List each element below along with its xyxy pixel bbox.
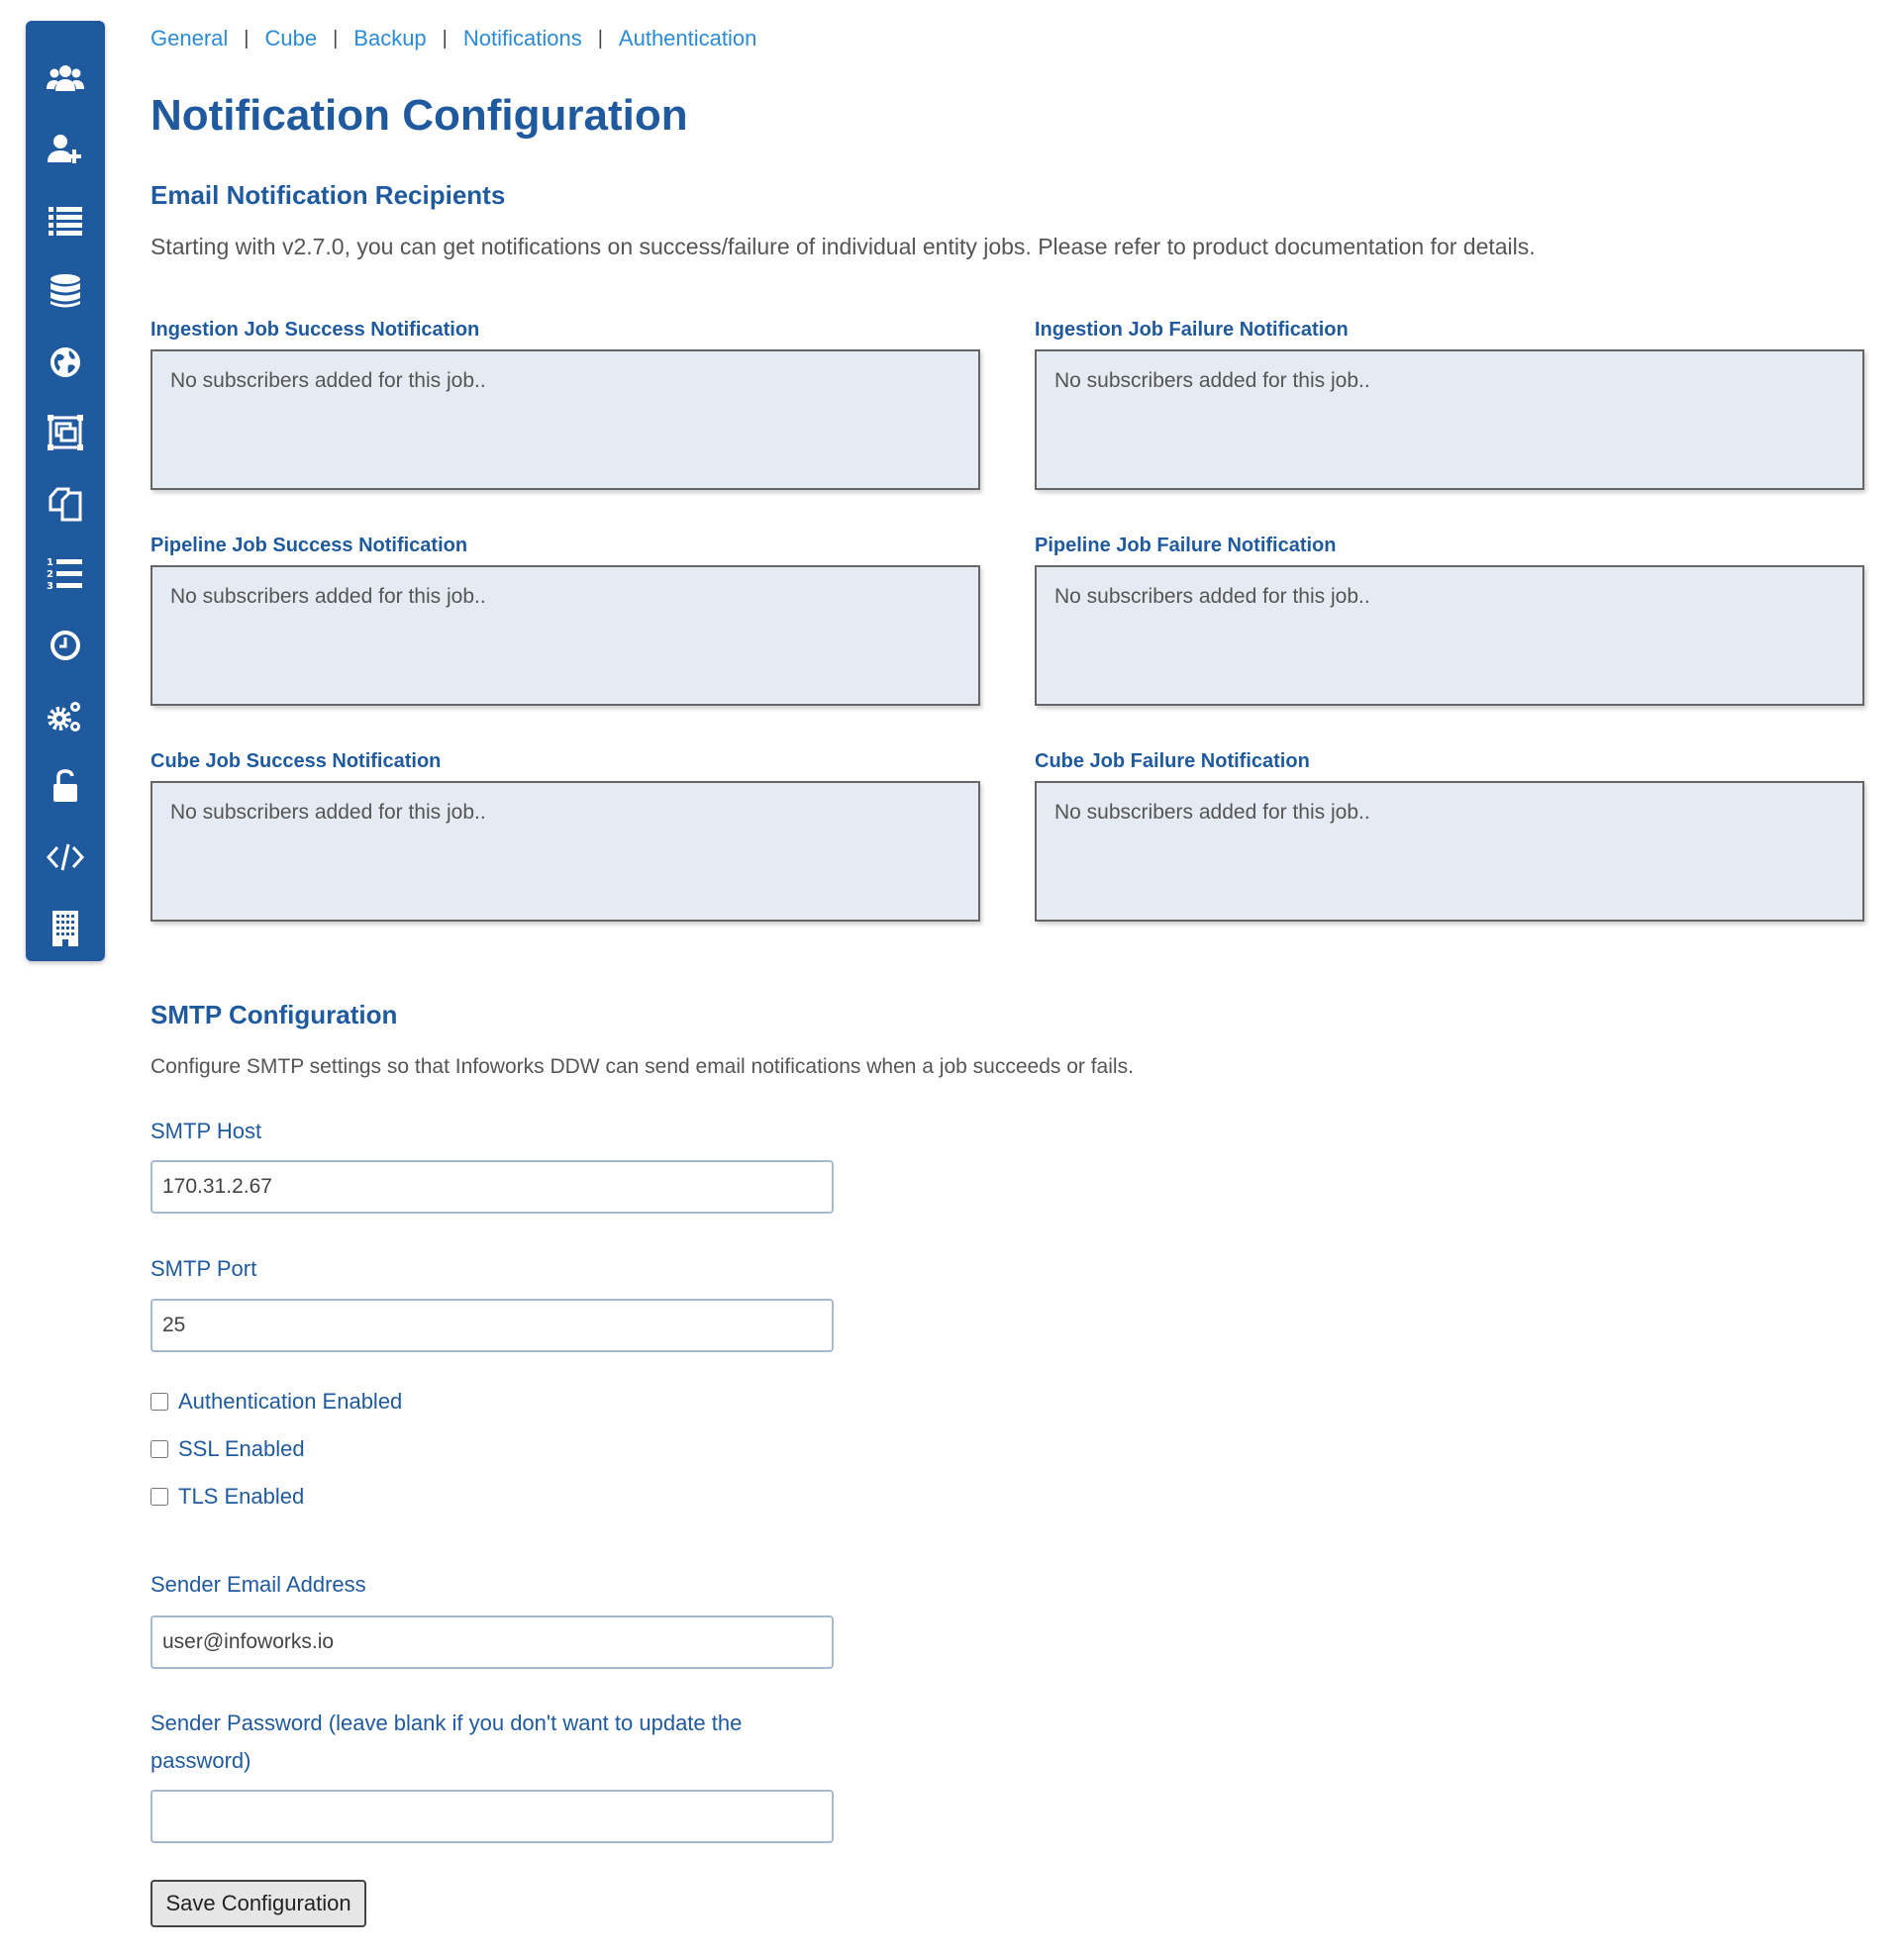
pipeline-success-label: Pipeline Job Success Notification xyxy=(150,535,468,556)
sender-email-label: Sender Email Address xyxy=(150,1572,366,1597)
ingestion-failure-label: Ingestion Job Failure Notification xyxy=(1035,319,1349,341)
cube-failure-subscribers[interactable]: No subscribers added for this job.. xyxy=(1035,781,1864,922)
unlock-icon xyxy=(45,766,86,808)
svg-text:1: 1 xyxy=(47,557,53,568)
tls-enabled-checkbox[interactable] xyxy=(150,1488,168,1506)
ingestion-success-label: Ingestion Job Success Notification xyxy=(150,319,480,341)
database-icon xyxy=(45,270,86,312)
list-icon xyxy=(45,199,86,241)
sender-password-input[interactable] xyxy=(150,1790,834,1843)
tab-separator: | xyxy=(333,27,339,49)
code-icon xyxy=(45,836,86,878)
ssl-enabled-label: SSL Enabled xyxy=(178,1436,305,1461)
sidebar-item-building[interactable] xyxy=(26,904,105,953)
tls-enabled-label: TLS Enabled xyxy=(178,1484,305,1509)
sidebar-item-list[interactable] xyxy=(26,195,105,244)
pipeline-failure-label: Pipeline Job Failure Notification xyxy=(1035,535,1337,556)
sidebar-item-code[interactable] xyxy=(26,832,105,882)
smtp-port-label: SMTP Port xyxy=(150,1256,257,1281)
email-section-description: Starting with v2.7.0, you can get notifications on success/failure of individual entity jobs. Please refer to product documentation for details. xyxy=(150,234,1536,259)
sidebar-item-settings[interactable] xyxy=(26,691,105,740)
gears-icon xyxy=(45,695,86,736)
cube-success-subscribers[interactable]: No subscribers added for this job.. xyxy=(150,781,980,922)
add-user-icon xyxy=(45,129,86,170)
sidebar-item-add-user[interactable] xyxy=(26,125,105,174)
copy-icon xyxy=(45,483,86,525)
tab-separator: | xyxy=(442,27,448,49)
tab-authentication[interactable]: Authentication xyxy=(618,26,757,50)
sidebar-item-security[interactable] xyxy=(26,762,105,812)
smtp-host-input[interactable] xyxy=(150,1160,834,1214)
sidebar-item-clock[interactable] xyxy=(26,621,105,670)
tab-general[interactable]: General xyxy=(150,26,229,50)
sidebar-item-frame[interactable] xyxy=(26,408,105,457)
pipeline-success-subscribers[interactable]: No subscribers added for this job.. xyxy=(150,565,980,706)
save-configuration-button[interactable]: Save Configuration xyxy=(150,1880,366,1927)
sender-email-input[interactable] xyxy=(150,1615,834,1669)
sender-password-label-cont: password) xyxy=(150,1748,251,1773)
clock-icon xyxy=(45,625,86,666)
cube-success-label: Cube Job Success Notification xyxy=(150,750,442,772)
sidebar-item-numbered-list[interactable] xyxy=(26,549,105,599)
ssl-enabled-row xyxy=(150,1436,305,1462)
svg-text:2: 2 xyxy=(47,569,53,580)
email-section-title: Email Notification Recipients xyxy=(150,180,506,210)
ingestion-success-subscribers[interactable]: No subscribers added for this job.. xyxy=(150,349,980,490)
globe-icon xyxy=(45,342,86,383)
authentication-enabled-row xyxy=(150,1389,402,1415)
sender-password-label: Sender Password (leave blank if you don't want to update the xyxy=(150,1711,743,1735)
smtp-host-label: SMTP Host xyxy=(150,1119,262,1143)
users-icon xyxy=(45,57,86,99)
cube-failure-label: Cube Job Failure Notification xyxy=(1035,750,1310,772)
sidebar-item-globe[interactable] xyxy=(26,338,105,387)
smtp-port-input[interactable] xyxy=(150,1299,834,1352)
authentication-enabled-checkbox[interactable] xyxy=(150,1393,168,1411)
settings-tabs xyxy=(150,26,756,51)
sidebar-item-users[interactable] xyxy=(26,53,105,103)
smtp-section-description: Configure SMTP settings so that Infoworks DDW can send email notifications when a job succeeds or fails. xyxy=(150,1055,1134,1078)
tab-cube[interactable]: Cube xyxy=(264,26,318,50)
sidebar-nav xyxy=(26,21,105,961)
tab-backup[interactable]: Backup xyxy=(353,26,427,50)
tls-enabled-row xyxy=(150,1484,304,1510)
smtp-section-title: SMTP Configuration xyxy=(150,1000,398,1029)
tab-notifications[interactable]: Notifications xyxy=(462,26,582,50)
numbered-list-icon xyxy=(45,553,86,595)
sidebar-item-database[interactable] xyxy=(26,266,105,316)
frame-icon xyxy=(45,412,86,453)
page-title: Notification Configuration xyxy=(150,91,688,140)
tab-separator: | xyxy=(597,27,603,49)
svg-text:3: 3 xyxy=(47,581,53,592)
ssl-enabled-checkbox[interactable] xyxy=(150,1440,168,1458)
ingestion-failure-subscribers[interactable]: No subscribers added for this job.. xyxy=(1035,349,1864,490)
pipeline-failure-subscribers[interactable]: No subscribers added for this job.. xyxy=(1035,565,1864,706)
building-icon xyxy=(45,908,86,949)
tab-separator: | xyxy=(244,27,250,49)
sidebar-item-copy[interactable] xyxy=(26,479,105,529)
authentication-enabled-label: Authentication Enabled xyxy=(178,1389,403,1414)
